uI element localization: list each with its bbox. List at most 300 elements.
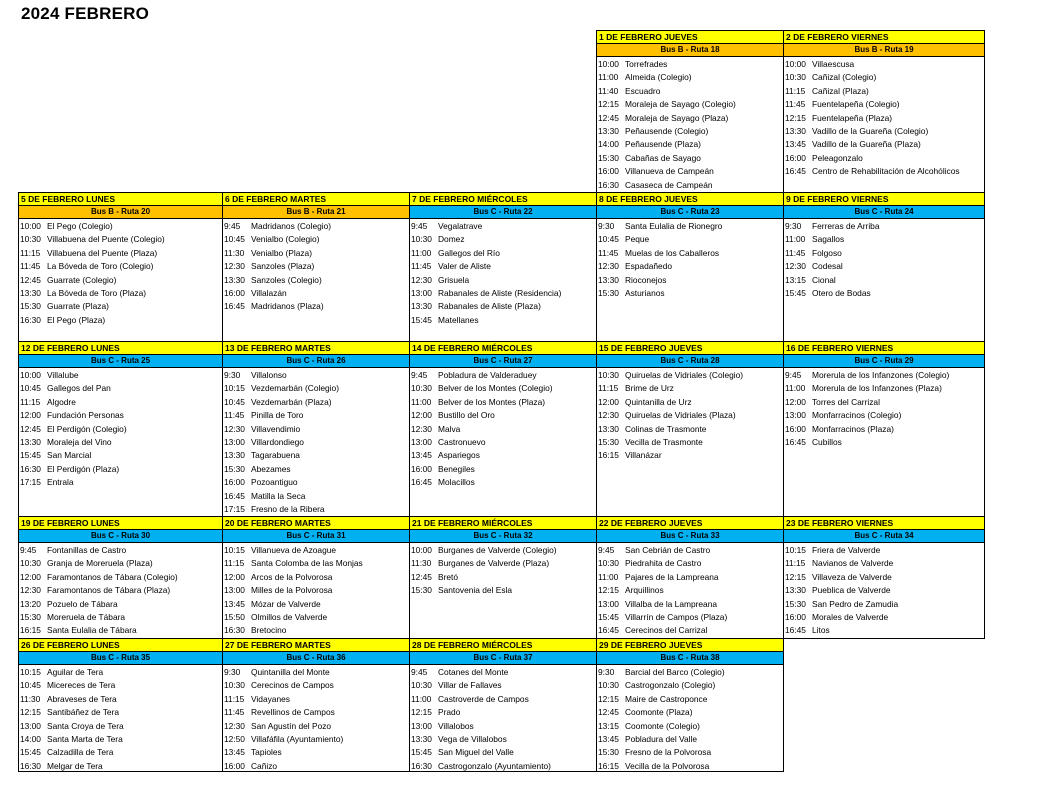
stop-place: Faramontanos de Tábara (Plaza) bbox=[47, 585, 171, 596]
stop-time: 11:40 bbox=[598, 85, 619, 96]
stop-place: Peñausende (Plaza) bbox=[625, 139, 701, 150]
stop-time: 13:00 bbox=[224, 436, 245, 447]
day-header: 20 DE FEBRERO MARTES bbox=[223, 517, 409, 530]
stop-row bbox=[20, 706, 222, 719]
stop-row bbox=[598, 679, 783, 692]
stop-row bbox=[224, 679, 409, 692]
stop-place: Gallegos del Río bbox=[438, 247, 500, 258]
stop-list bbox=[19, 665, 222, 772]
stop-row bbox=[598, 760, 783, 772]
stop-place: San Agustín del Pozo bbox=[251, 720, 332, 731]
stop-place: Vadillo de la Guareña (Plaza) bbox=[812, 139, 921, 150]
stop-list bbox=[19, 543, 222, 638]
stop-place: Aspariegos bbox=[438, 450, 480, 461]
stop-time: 12:30 bbox=[224, 261, 245, 272]
stop-list bbox=[597, 543, 783, 638]
stop-row bbox=[598, 112, 783, 125]
stop-place: Villabuena del Puente (Plaza) bbox=[47, 247, 158, 258]
stop-time: 11:45 bbox=[224, 410, 245, 421]
stop-row bbox=[411, 436, 596, 449]
stop-row bbox=[785, 138, 984, 151]
stop-time: 11:45 bbox=[785, 99, 806, 110]
stop-row bbox=[598, 409, 783, 422]
stop-row bbox=[598, 733, 783, 746]
stop-place: Cañizo bbox=[251, 760, 278, 771]
stop-time: 17:15 bbox=[20, 477, 41, 488]
stop-place: Villavendimio bbox=[251, 423, 301, 434]
stop-place: Burganes de Valverde (Colegio) bbox=[438, 545, 557, 555]
stop-row bbox=[598, 746, 783, 759]
stop-place: Rabanales de Aliste (Residencia) bbox=[438, 287, 562, 298]
stop-place: Villarrín de Campos (Plaza) bbox=[625, 611, 728, 622]
stop-time: 11:00 bbox=[785, 383, 806, 394]
stop-place: Otero de Bodas bbox=[812, 287, 871, 298]
stop-time: 13:00 bbox=[20, 720, 41, 731]
stop-row bbox=[20, 693, 222, 706]
stop-row bbox=[20, 274, 222, 287]
stop-place: Escuadro bbox=[625, 85, 661, 96]
route-header: Bus B - Ruta 20 bbox=[19, 206, 222, 219]
stop-row bbox=[411, 760, 596, 772]
stop-place: Quiruelas de Vidriales (Plaza) bbox=[625, 410, 736, 421]
stop-row bbox=[598, 152, 783, 165]
stop-time: 10:00 bbox=[20, 221, 41, 231]
stop-time: 16:45 bbox=[785, 625, 806, 636]
stop-place: Bustillo del Oro bbox=[438, 410, 495, 421]
stop-row bbox=[785, 287, 984, 300]
stop-place: Gallegos del Pan bbox=[47, 383, 111, 394]
stop-row bbox=[224, 409, 409, 422]
stop-list bbox=[223, 665, 409, 772]
stop-place: Fuentelapeña (Plaza) bbox=[812, 112, 893, 123]
stop-time: 10:00 bbox=[20, 370, 41, 380]
stop-place: Torrefrades bbox=[625, 59, 668, 69]
stop-time: 14:00 bbox=[20, 733, 41, 744]
stop-time: 10:45 bbox=[224, 396, 245, 407]
stop-place: Peleagonzalo bbox=[812, 152, 863, 163]
stop-time: 12:15 bbox=[785, 571, 806, 582]
stop-place: Belver de los Montes (Colegio) bbox=[438, 383, 553, 394]
stop-time: 9:30 bbox=[598, 221, 615, 231]
stop-place: Moraleja de Sayago (Plaza) bbox=[625, 112, 729, 123]
stop-place: Pajares de la Lampreana bbox=[625, 571, 719, 582]
stop-time: 12:45 bbox=[598, 707, 619, 718]
stop-time: 9:45 bbox=[224, 221, 241, 231]
stop-row bbox=[20, 733, 222, 746]
stop-row bbox=[224, 260, 409, 273]
stop-place: Algodre bbox=[47, 396, 76, 407]
stop-place: Pozuelo de Tábara bbox=[47, 598, 118, 609]
stop-place: Prado bbox=[438, 707, 461, 718]
stop-time: 9:45 bbox=[785, 370, 802, 380]
stop-place: Vidayanes bbox=[251, 693, 290, 704]
stop-row bbox=[224, 611, 409, 624]
stop-time: 16:15 bbox=[598, 450, 619, 461]
stop-place: Villaescusa bbox=[812, 59, 855, 69]
stop-place: Santa Eulalia de Tábara bbox=[47, 625, 137, 636]
stop-place: Guarrate (Colegio) bbox=[47, 274, 117, 285]
stop-row bbox=[411, 706, 596, 719]
day-cell bbox=[596, 341, 784, 517]
stop-time: 10:30 bbox=[411, 680, 432, 691]
stop-place: Entrala bbox=[47, 477, 74, 488]
stop-time: 12:15 bbox=[785, 112, 806, 123]
stop-time: 12:30 bbox=[785, 261, 806, 272]
stop-row bbox=[411, 423, 596, 436]
stop-place: Santa Eulalia de Rionegro bbox=[625, 221, 723, 231]
day-header: 5 DE FEBRERO LUNES bbox=[19, 193, 222, 206]
stop-row bbox=[785, 58, 984, 71]
stop-row bbox=[411, 584, 596, 597]
stop-place: Torres del Carrizal bbox=[812, 396, 880, 407]
stop-time: 15:30 bbox=[598, 747, 619, 758]
stop-time: 16:30 bbox=[20, 314, 41, 325]
route-header: Bus C - Ruta 37 bbox=[410, 652, 596, 665]
stop-row bbox=[598, 274, 783, 287]
stop-place: Cerecinos del Carrizal bbox=[625, 625, 708, 636]
stop-row bbox=[785, 436, 984, 449]
day-cell bbox=[596, 192, 784, 342]
day-header: 13 DE FEBRERO MARTES bbox=[223, 342, 409, 355]
stop-place: Espadañedo bbox=[625, 261, 673, 272]
stop-place: Madridanos (Plaza) bbox=[251, 301, 324, 312]
stop-place: Villalonso bbox=[251, 370, 287, 380]
stop-place: Morales de Valverde bbox=[812, 611, 889, 622]
stop-list bbox=[223, 219, 409, 314]
stop-row bbox=[785, 544, 984, 557]
stop-row bbox=[598, 125, 783, 138]
stop-row bbox=[224, 571, 409, 584]
stop-place: Morerula de los Infanzones (Plaza) bbox=[812, 383, 942, 394]
stop-time: 16:30 bbox=[224, 625, 245, 636]
stop-time: 11:30 bbox=[224, 247, 245, 258]
stop-place: Bretó bbox=[438, 571, 459, 582]
stop-place: La Bóveda de Toro (Plaza) bbox=[47, 287, 147, 298]
stop-place: Coomonte (Colegio) bbox=[625, 720, 700, 731]
stop-place: Muelas de los Caballeros bbox=[625, 247, 720, 258]
stop-row bbox=[20, 382, 222, 395]
route-header: Bus B - Ruta 18 bbox=[597, 44, 783, 57]
stop-row bbox=[224, 557, 409, 570]
stop-time: 14:00 bbox=[598, 139, 619, 150]
stop-row bbox=[224, 287, 409, 300]
stop-place: Vecilla de la Polvorosa bbox=[625, 760, 710, 771]
stop-time: 11:00 bbox=[785, 234, 806, 245]
stop-row bbox=[598, 58, 783, 71]
stop-place: Ferreras de Arriba bbox=[812, 221, 880, 231]
stop-row bbox=[785, 233, 984, 246]
stop-place: Vecilla de Trasmonte bbox=[625, 436, 703, 447]
stop-time: 16:00 bbox=[224, 760, 245, 771]
stop-place: Coomonte (Plaza) bbox=[625, 707, 693, 718]
stop-place: Villanázar bbox=[625, 450, 662, 461]
stop-time: 13:45 bbox=[224, 598, 245, 609]
stop-place: Pueblica de Valverde bbox=[812, 585, 891, 596]
stop-row bbox=[598, 165, 783, 178]
stop-time: 10:30 bbox=[411, 234, 432, 245]
stop-row bbox=[598, 624, 783, 637]
stop-row bbox=[411, 274, 596, 287]
day-header: 14 DE FEBRERO MIÉRCOLES bbox=[410, 342, 596, 355]
day-header: 2 DE FEBRERO VIERNES bbox=[784, 31, 984, 44]
stop-time: 16:00 bbox=[224, 287, 245, 298]
stop-place: Castronuevo bbox=[438, 436, 486, 447]
stop-row bbox=[411, 382, 596, 395]
stop-row bbox=[785, 98, 984, 111]
stop-row bbox=[20, 611, 222, 624]
stop-place: Vezdemarbán (Plaza) bbox=[251, 396, 332, 407]
stop-place: Castrogonzalo (Colegio) bbox=[625, 680, 716, 691]
stop-row bbox=[20, 666, 222, 679]
stop-row bbox=[224, 720, 409, 733]
stop-time: 13:30 bbox=[785, 585, 806, 596]
stop-place: Vezdemarbán (Colegio) bbox=[251, 383, 339, 394]
stop-time: 16:45 bbox=[411, 477, 432, 488]
stop-time: 15:45 bbox=[20, 450, 41, 461]
day-cell bbox=[222, 638, 410, 772]
stop-place: Villalobos bbox=[438, 720, 474, 731]
stop-place: Burganes de Valverde (Plaza) bbox=[438, 558, 550, 569]
route-header: Bus C - Ruta 32 bbox=[410, 530, 596, 543]
route-header: Bus C - Ruta 27 bbox=[410, 355, 596, 368]
stop-row bbox=[20, 436, 222, 449]
stop-row bbox=[411, 233, 596, 246]
day-header: 15 DE FEBRERO JUEVES bbox=[597, 342, 783, 355]
stop-row bbox=[224, 423, 409, 436]
stop-list bbox=[410, 543, 596, 598]
page-title: 2024 FEBRERO bbox=[21, 4, 150, 23]
stop-row bbox=[20, 409, 222, 422]
day-header: 22 DE FEBRERO JUEVES bbox=[597, 517, 783, 530]
stop-time: 11:00 bbox=[411, 247, 432, 258]
stop-row bbox=[598, 449, 783, 462]
stop-place: Cional bbox=[812, 274, 836, 285]
stop-row bbox=[224, 760, 409, 772]
stop-place: Cotanes del Monte bbox=[438, 667, 509, 677]
stop-row bbox=[785, 85, 984, 98]
stop-time: 12:30 bbox=[411, 423, 432, 434]
route-header: Bus C - Ruta 35 bbox=[19, 652, 222, 665]
stop-place: Almeida (Colegio) bbox=[625, 72, 692, 83]
stop-time: 16:00 bbox=[785, 423, 806, 434]
stop-list bbox=[597, 665, 783, 772]
stop-time: 15:30 bbox=[411, 585, 432, 596]
stop-time: 13:00 bbox=[411, 720, 432, 731]
day-header: 26 DE FEBRERO LUNES bbox=[19, 639, 222, 652]
stop-row bbox=[411, 463, 596, 476]
stop-time: 10:00 bbox=[411, 545, 432, 555]
stop-row bbox=[411, 287, 596, 300]
stop-row bbox=[20, 260, 222, 273]
stop-row bbox=[224, 490, 409, 503]
stop-place: Santa Marta de Tera bbox=[47, 733, 123, 744]
stop-time: 13:30 bbox=[20, 436, 41, 447]
stop-row bbox=[785, 571, 984, 584]
stop-place: Castroverde de Campos bbox=[438, 693, 529, 704]
stop-place: Molacillos bbox=[438, 477, 475, 488]
stop-place: El Perdigón (Colegio) bbox=[47, 423, 127, 434]
stop-row bbox=[411, 557, 596, 570]
stop-time: 11:15 bbox=[598, 383, 619, 394]
stop-list bbox=[410, 665, 596, 772]
stop-row bbox=[785, 125, 984, 138]
stop-place: Vegalatrave bbox=[438, 221, 483, 231]
stop-row bbox=[224, 584, 409, 597]
stop-row bbox=[598, 571, 783, 584]
stop-row bbox=[785, 71, 984, 84]
stop-place: Navianos de Valverde bbox=[812, 558, 894, 569]
day-cell bbox=[18, 192, 223, 342]
stop-time: 16:00 bbox=[785, 611, 806, 622]
stop-time: 10:00 bbox=[785, 59, 806, 69]
stop-time: 10:45 bbox=[224, 234, 245, 245]
stop-place: Villanueva de Azoague bbox=[251, 545, 337, 555]
stop-time: 11:00 bbox=[598, 72, 619, 83]
stop-list bbox=[784, 57, 984, 179]
stop-time: 13:30 bbox=[224, 274, 245, 285]
stop-time: 12:30 bbox=[224, 720, 245, 731]
stop-row bbox=[20, 598, 222, 611]
stop-place: Fresno de la Ribera bbox=[251, 503, 325, 514]
stop-time: 13:00 bbox=[411, 287, 432, 298]
stop-time: 10:45 bbox=[20, 680, 41, 691]
stop-row bbox=[411, 720, 596, 733]
day-cell bbox=[783, 192, 985, 342]
stop-place: Brime de Urz bbox=[625, 383, 674, 394]
day-cell bbox=[18, 638, 223, 772]
stop-time: 12:00 bbox=[20, 571, 41, 582]
stop-row bbox=[224, 503, 409, 516]
stop-place: Villar de Fallaves bbox=[438, 680, 502, 691]
stop-place: Faramontanos de Tábara (Colegio) bbox=[47, 571, 178, 582]
stop-row bbox=[20, 287, 222, 300]
stop-place: Fontanillas de Castro bbox=[47, 545, 127, 555]
stop-time: 12:30 bbox=[20, 585, 41, 596]
stop-list bbox=[597, 219, 783, 300]
route-header: Bus C - Ruta 31 bbox=[223, 530, 409, 543]
stop-time: 10:15 bbox=[224, 545, 245, 555]
stop-place: Cabañas de Sayago bbox=[625, 152, 701, 163]
stop-place: Cañizal (Colegio) bbox=[812, 72, 877, 83]
stop-row bbox=[224, 733, 409, 746]
stop-row bbox=[20, 247, 222, 260]
stop-row bbox=[20, 544, 222, 557]
day-header: 19 DE FEBRERO LUNES bbox=[19, 517, 222, 530]
stop-time: 13:30 bbox=[20, 287, 41, 298]
stop-time: 12:30 bbox=[598, 261, 619, 272]
stop-time: 11:45 bbox=[20, 261, 41, 272]
stop-time: 16:45 bbox=[598, 625, 619, 636]
stop-list bbox=[784, 543, 984, 638]
stop-time: 9:30 bbox=[224, 370, 241, 380]
stop-place: Piedrahita de Castro bbox=[625, 558, 702, 569]
day-header: 6 DE FEBRERO MARTES bbox=[223, 193, 409, 206]
day-cell bbox=[596, 638, 784, 772]
stop-time: 13:00 bbox=[785, 410, 806, 421]
day-cell bbox=[409, 638, 597, 772]
stop-time: 11:00 bbox=[411, 396, 432, 407]
stop-time: 11:15 bbox=[785, 558, 806, 569]
stop-time: 13:45 bbox=[598, 733, 619, 744]
stop-row bbox=[785, 409, 984, 422]
stop-row bbox=[20, 220, 222, 233]
stop-time: 10:15 bbox=[20, 667, 41, 677]
stop-time: 13:45 bbox=[411, 450, 432, 461]
stop-time: 11:30 bbox=[20, 693, 41, 704]
stop-place: Madridanos (Colegio) bbox=[251, 221, 332, 231]
stop-time: 12:45 bbox=[411, 571, 432, 582]
stop-row bbox=[20, 314, 222, 327]
stop-place: Bretocino bbox=[251, 625, 287, 636]
stop-time: 16:30 bbox=[598, 179, 619, 190]
stop-time: 15:45 bbox=[785, 287, 806, 298]
stop-list bbox=[19, 219, 222, 327]
stop-place: Benegiles bbox=[438, 463, 475, 474]
stop-place: Pobladura de Valderaduey bbox=[438, 370, 537, 380]
stop-place: Moraleja de Sayago (Colegio) bbox=[625, 99, 736, 110]
stop-row bbox=[411, 300, 596, 313]
stop-place: Peñausende (Colegio) bbox=[625, 125, 709, 136]
stop-row bbox=[224, 369, 409, 382]
stop-time: 10:30 bbox=[598, 680, 619, 691]
route-header: Bus C - Ruta 38 bbox=[597, 652, 783, 665]
stop-time: 15:45 bbox=[411, 314, 432, 325]
stop-row bbox=[411, 666, 596, 679]
stop-place: Revellinos de Campos bbox=[251, 707, 335, 718]
stop-time: 11:45 bbox=[785, 247, 806, 258]
stop-time: 12:30 bbox=[411, 274, 432, 285]
stop-row bbox=[598, 557, 783, 570]
stop-place: Domez bbox=[438, 234, 465, 245]
stop-place: Centro de Rehabilitación de Alcohólicos bbox=[812, 166, 960, 177]
stop-place: Melgar de Tera bbox=[47, 760, 103, 771]
stop-row bbox=[598, 423, 783, 436]
stop-time: 12:15 bbox=[411, 707, 432, 718]
stop-row bbox=[598, 611, 783, 624]
stop-row bbox=[598, 382, 783, 395]
stop-time: 10:30 bbox=[785, 72, 806, 83]
stop-row bbox=[224, 274, 409, 287]
stop-list bbox=[223, 543, 409, 638]
stop-row bbox=[411, 369, 596, 382]
stop-time: 16:30 bbox=[20, 463, 41, 474]
stop-place: Villabuena del Puente (Colegio) bbox=[47, 234, 165, 245]
stop-place: Aguilar de Tera bbox=[47, 667, 104, 677]
stop-row bbox=[20, 449, 222, 462]
day-header: 21 DE FEBRERO MIÉRCOLES bbox=[410, 517, 596, 530]
stop-time: 11:45 bbox=[224, 707, 245, 718]
stop-row bbox=[411, 544, 596, 557]
stop-row bbox=[224, 436, 409, 449]
stop-time: 12:30 bbox=[598, 410, 619, 421]
stop-place: Pinilla de Toro bbox=[251, 410, 304, 421]
stop-time: 12:45 bbox=[20, 423, 41, 434]
stop-time: 16:45 bbox=[785, 436, 806, 447]
stop-row bbox=[785, 423, 984, 436]
stop-row bbox=[224, 544, 409, 557]
stop-row bbox=[598, 179, 783, 192]
stop-place: Moreruela de Tábara bbox=[47, 611, 126, 622]
day-cell bbox=[783, 341, 985, 517]
stop-time: 12:15 bbox=[598, 99, 619, 110]
stop-row bbox=[598, 260, 783, 273]
route-header: Bus C - Ruta 30 bbox=[19, 530, 222, 543]
day-cell bbox=[596, 30, 784, 193]
stop-place: Villanueva de Campeán bbox=[625, 166, 714, 177]
stop-time: 11:00 bbox=[411, 693, 432, 704]
stop-row bbox=[598, 584, 783, 597]
day-cell bbox=[222, 341, 410, 517]
